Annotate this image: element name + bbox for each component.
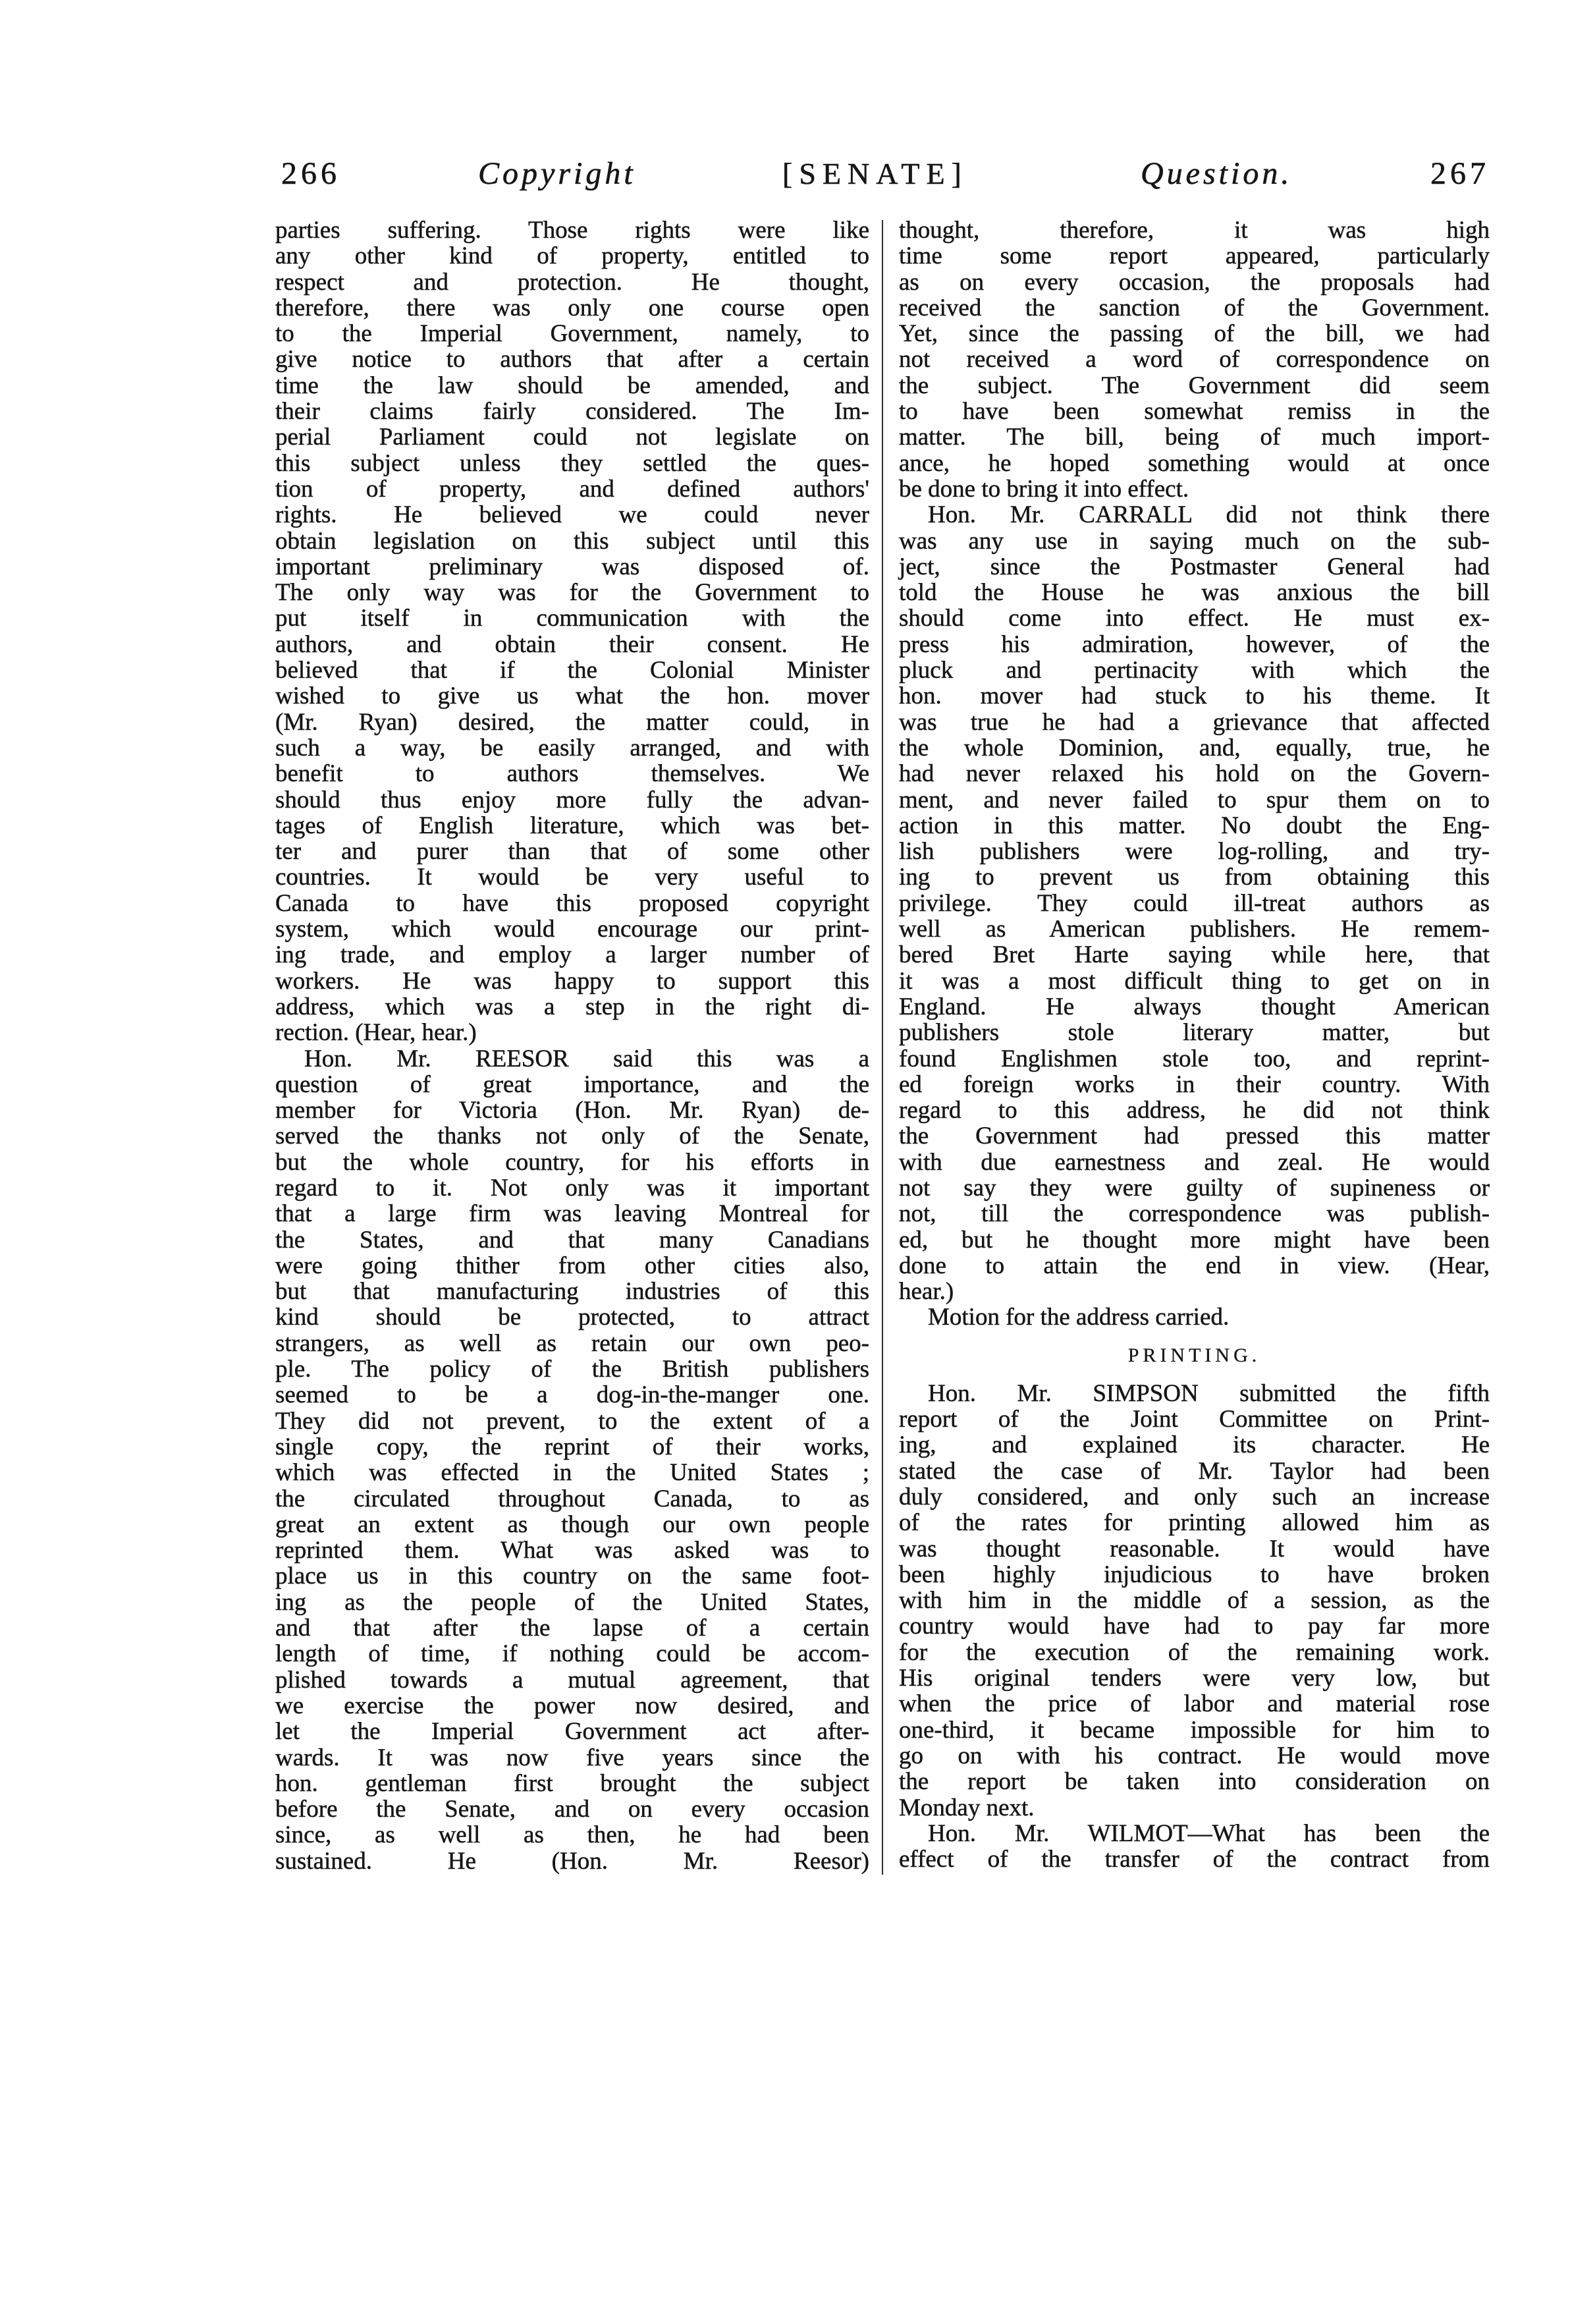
running-head-right: Question. bbox=[1141, 156, 1293, 191]
text-line: Hon. Mr. CARRALL did not think there bbox=[928, 501, 1490, 529]
text-line: ance, he hoped something would at once bbox=[899, 449, 1490, 477]
text-line: strangers, as well as retain our own peo- bbox=[275, 1329, 869, 1357]
text-line: ment, and never failed to spur them on to bbox=[899, 786, 1490, 814]
text-line: ing as the people of the United States, bbox=[275, 1588, 869, 1616]
text-line: tion of property, and defined authors' bbox=[275, 475, 869, 503]
text-line: time some report appeared, particularly bbox=[899, 242, 1490, 270]
text-line: Hon. Mr. REESOR said this was a bbox=[304, 1045, 869, 1072]
text-line: benefit to authors themselves. We bbox=[275, 760, 869, 788]
text-line: found Englishmen stole too, and reprint- bbox=[899, 1045, 1490, 1072]
text-line: reprinted them. What was asked was to bbox=[275, 1537, 869, 1564]
text-line: publishers stole literary matter, but bbox=[899, 1019, 1490, 1047]
text-line: that a large firm was leaving Montreal for bbox=[275, 1200, 869, 1228]
text-line: since, as well as then, he had been bbox=[275, 1821, 869, 1849]
text-line: countries. It would be very useful to bbox=[275, 864, 869, 891]
text-line: was true he had a grievance that affected bbox=[899, 708, 1490, 736]
text-line: great an extent as though our own people bbox=[275, 1510, 869, 1538]
text-line: any other kind of property, entitled to bbox=[275, 242, 869, 270]
text-line: matter. The bill, being of much import- bbox=[899, 424, 1490, 451]
text-line: not, till the correspondence was publish- bbox=[899, 1200, 1490, 1228]
text-line: ter and purer than that of some other bbox=[275, 838, 869, 866]
text-line: ing to prevent us from obtaining this bbox=[899, 864, 1490, 891]
text-line: been highly injudicious to have broken bbox=[899, 1561, 1490, 1588]
text-line: hon. mover had stuck to his theme. It bbox=[899, 682, 1490, 710]
text-line: action in this matter. No doubt the Eng- bbox=[899, 812, 1490, 839]
text-line: put itself in communication with the bbox=[275, 605, 869, 632]
text-line: it was a most difficult thing to get on in bbox=[899, 967, 1490, 995]
text-line: duly considered, and only such an increase bbox=[899, 1483, 1490, 1510]
text-line: question of great importance, and the bbox=[275, 1070, 869, 1098]
text-line: length of time, if nothing could be accom- bbox=[275, 1640, 869, 1668]
text-line: system, which would encourage our print- bbox=[275, 916, 869, 943]
text-line: as on every occasion, the proposals had bbox=[899, 268, 1490, 296]
text-line: but the whole country, for his efforts in bbox=[275, 1148, 869, 1176]
text-line: place us in this country on the same foot- bbox=[275, 1563, 869, 1590]
text-line: parties suffering. Those rights were like bbox=[275, 217, 869, 244]
text-line: rights. He believed we could never bbox=[275, 501, 869, 529]
text-line: which was effected in the United States ; bbox=[275, 1459, 869, 1487]
text-line: but that manufacturing industries of this bbox=[275, 1278, 869, 1306]
paragraph bbox=[275, 1046, 869, 1875]
text-line: obtain legislation on this subject until this bbox=[275, 527, 869, 555]
text-line: Motion for the address carried. bbox=[928, 1304, 1230, 1331]
text-line: bered Bret Harte saying while here, that bbox=[899, 941, 1490, 969]
text-line: with him in the middle of a session, as the bbox=[899, 1587, 1490, 1615]
text-line: time the law should be amended, and bbox=[275, 372, 869, 399]
text-line: and that after the lapse of a certain bbox=[275, 1615, 869, 1642]
text-line: go on with his contract. He would move bbox=[899, 1742, 1490, 1769]
text-line: the Government had pressed this matter bbox=[899, 1122, 1490, 1150]
text-line: kind should be protected, to attract bbox=[275, 1304, 869, 1331]
text-line: Canada to have this proposed copyright bbox=[275, 889, 869, 917]
text-line: ing, and explained its character. He bbox=[899, 1431, 1490, 1459]
text-line: regard to this address, he did not think bbox=[899, 1097, 1490, 1124]
text-line: to have been somewhat remiss in the bbox=[899, 398, 1490, 426]
left-column bbox=[275, 217, 869, 1874]
text-line: served the thanks not only of the Senate, bbox=[275, 1122, 869, 1150]
text-line: the circulated throughout Canada, to as bbox=[275, 1485, 869, 1512]
text-line: when the price of labor and material rose bbox=[899, 1690, 1490, 1718]
text-line: wished to give us what the hon. mover bbox=[275, 682, 869, 710]
text-line: not received a word of correspondence on bbox=[899, 346, 1490, 374]
text-line: not say they were guilty of supineness or bbox=[899, 1174, 1490, 1202]
text-line: well as American publishers. He remem- bbox=[899, 916, 1490, 943]
text-line: received the sanction of the Government. bbox=[899, 294, 1490, 321]
text-line: before the Senate, and on every occasion bbox=[275, 1796, 869, 1823]
section-heading: PRINTING. bbox=[1127, 1344, 1261, 1366]
text-line: ject, since the Postmaster General had bbox=[899, 553, 1490, 580]
text-line: the report be taken into consideration on bbox=[899, 1768, 1490, 1796]
text-line: address, which was a step in the right di- bbox=[275, 993, 869, 1020]
paragraph bbox=[899, 1304, 1490, 1330]
text-line: be done to bring it into effect. bbox=[899, 475, 1189, 503]
text-line: wards. It was now five years since the bbox=[275, 1744, 869, 1771]
text-line: ed foreign works in their country. With bbox=[899, 1070, 1490, 1098]
text-line: to the Imperial Government, namely, to bbox=[275, 320, 869, 348]
text-line: therefore, there was only one course open bbox=[275, 294, 869, 321]
text-line: told the House he was anxious the bill bbox=[899, 579, 1490, 607]
text-line: pluck and pertinacity with which the bbox=[899, 657, 1490, 684]
text-line: privilege. They could ill-treat authors as bbox=[899, 889, 1490, 917]
text-line: the States, and that many Canadians bbox=[275, 1226, 869, 1254]
text-line: should thus enjoy more fully the advan- bbox=[275, 786, 869, 814]
text-line: thought, therefore, it was high bbox=[899, 217, 1490, 244]
text-line: country would have had to pay far more bbox=[899, 1613, 1490, 1640]
text-line: should come into effect. He must ex- bbox=[899, 605, 1490, 632]
text-line: Hon. Mr. WILMOT—What has been the bbox=[928, 1819, 1490, 1847]
text-line: important preliminary was disposed of. bbox=[275, 553, 869, 580]
text-line: ing trade, and employ a larger number of bbox=[275, 941, 869, 969]
text-line: tages of English literature, which was bet- bbox=[275, 812, 869, 839]
text-line: were going thither from other cities also, bbox=[275, 1252, 869, 1279]
text-line: press his admiration, however, of the bbox=[899, 630, 1490, 658]
right-column bbox=[899, 217, 1490, 1872]
text-line: effect of the transfer of the contract from bbox=[899, 1846, 1490, 1873]
running-head-left: Copyright bbox=[478, 156, 636, 191]
text-line: They did not prevent, to the extent of a bbox=[275, 1407, 869, 1435]
paragraph bbox=[275, 217, 869, 1046]
text-line: report of the Joint Committee on Print- bbox=[899, 1406, 1490, 1433]
text-line: was thought reasonable. It would have bbox=[899, 1535, 1490, 1563]
text-line: single copy, the reprint of their works, bbox=[275, 1433, 869, 1460]
text-line: we exercise the power now desired, and bbox=[275, 1692, 869, 1719]
text-line: His original tenders were very low, but bbox=[899, 1665, 1490, 1692]
text-line: hear.) bbox=[899, 1278, 954, 1306]
text-line: regard to it. Not only was it important bbox=[275, 1174, 869, 1202]
text-line: lish publishers were log-rolling, and try- bbox=[899, 838, 1490, 866]
text-line: one-third, it became impossible for him to bbox=[899, 1716, 1490, 1744]
paragraph bbox=[899, 217, 1490, 502]
paragraph bbox=[899, 502, 1490, 1304]
text-line: with due earnestness and zeal. He would bbox=[899, 1148, 1490, 1176]
running-head-center: [SENATE] bbox=[782, 157, 968, 190]
text-line: ed, but he thought more might have been bbox=[899, 1226, 1490, 1254]
page-number-right: 267 bbox=[1430, 156, 1490, 191]
text-line: England. He always thought American bbox=[899, 993, 1490, 1020]
text-line: let the Imperial Government act after- bbox=[275, 1718, 869, 1746]
text-line: the whole Dominion, and, equally, true, he bbox=[899, 734, 1490, 761]
text-line: The only way was for the Government to bbox=[275, 579, 869, 607]
text-line: member for Victoria (Hon. Mr. Ryan) de- bbox=[275, 1097, 869, 1124]
column-divider bbox=[882, 220, 883, 1875]
text-line: such a way, be easily arranged, and with bbox=[275, 734, 869, 761]
text-line: Hon. Mr. SIMPSON submitted the fifth bbox=[928, 1379, 1490, 1407]
text-line: authors, and obtain their consent. He bbox=[275, 630, 869, 658]
text-line: respect and protection. He thought, bbox=[275, 268, 869, 296]
text-line: plished towards a mutual agreement, that bbox=[275, 1666, 869, 1694]
text-line: had never relaxed his hold on the Govern- bbox=[899, 760, 1490, 788]
page-number-left: 266 bbox=[281, 156, 340, 191]
text-line: the subject. The Government did seem bbox=[899, 372, 1490, 399]
text-line: seemed to be a dog-in-the-manger one. bbox=[275, 1381, 869, 1409]
text-line: perial Parliament could not legislate on bbox=[275, 424, 869, 451]
text-line: done to attain the end in view. (Hear, bbox=[899, 1252, 1490, 1279]
text-line: workers. He was happy to support this bbox=[275, 967, 869, 995]
text-line: believed that if the Colonial Minister bbox=[275, 657, 869, 684]
text-line: hon. gentleman first brought the subject bbox=[275, 1769, 869, 1797]
paragraph bbox=[899, 1821, 1490, 1873]
text-line: Monday next. bbox=[899, 1794, 1035, 1821]
text-line: of the rates for printing allowed him as bbox=[899, 1509, 1490, 1537]
text-line: their claims fairly considered. The Im- bbox=[275, 398, 869, 426]
text-line: this subject unless they settled the ques- bbox=[275, 449, 869, 477]
text-line: give notice to authors that after a certain bbox=[275, 346, 869, 374]
text-line: was any use in saying much on the sub- bbox=[899, 527, 1490, 555]
text-line: (Mr. Ryan) desired, the matter could, in bbox=[275, 708, 869, 736]
text-line: sustained. He (Hon. Mr. Reesor) bbox=[275, 1847, 869, 1875]
text-line: stated the case of Mr. Taylor had been bbox=[899, 1457, 1490, 1485]
text-line: for the execution of the remaining work. bbox=[899, 1638, 1490, 1666]
paragraph bbox=[899, 1381, 1490, 1821]
text-line: Yet, since the passing of the bill, we had bbox=[899, 320, 1490, 348]
text-line: ple. The policy of the British publishers bbox=[275, 1356, 869, 1383]
text-line: rection. (Hear, hear.) bbox=[275, 1019, 477, 1047]
